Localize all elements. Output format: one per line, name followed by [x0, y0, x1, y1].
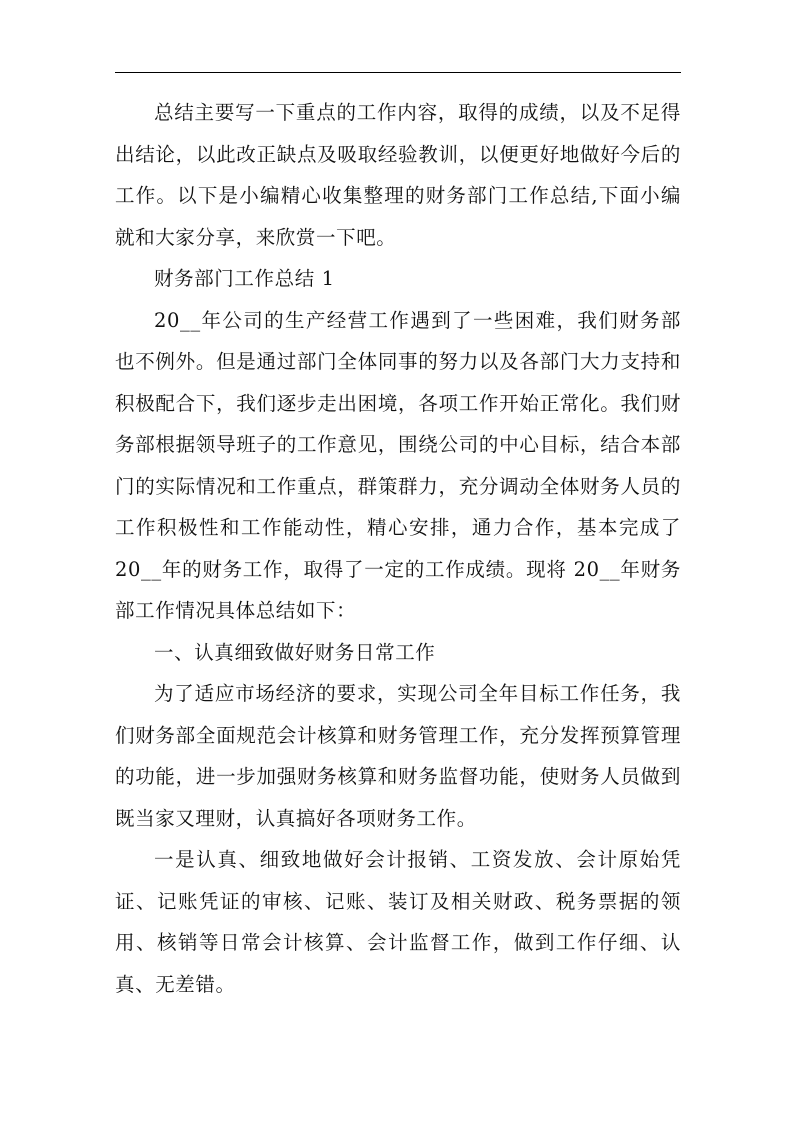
- body-paragraph: 20__年公司的生产经营工作遇到了一些困难，我们财务部也不例外。但是通过部门全体同事的努力以及各部门大力支持和积极配合下，我们逐步走出困境，各项工作开始正常化。我们财务部根据领导班子的工作意见，围绕公司的中心目标，结合本部门的实际情况和工作重点，群策群力，充分调动全体财务人员的工作积极性和工作能动性，精心安排，通力合作，基本完成了 20__年的财务工作，取得了一定的工作成绩。现将 20__年财务部工作情况具体总结如下：: [115, 308, 681, 622]
- section-heading: 一、认真细致做好财务日常工作: [154, 640, 436, 664]
- body-paragraph: 为了适应市场经济的要求，实现公司全年目标工作任务，我们财务部全面规范会计核算和财务管理工作，充分发挥预算管理的功能，进一步加强财务核算和财务监督功能，使财务人员做到既当家又理财，认真搞好各项财务工作。: [115, 682, 681, 830]
- section-title: 财务部门工作总结 1: [154, 267, 335, 290]
- body-paragraph: 一是认真、细致地做好会计报销、工资发放、会计原始凭证、记账凭证的审核、记账、装订及相关财政、税务票据的领用、核销等日常会计核算、会计监督工作，做到工作仔细、认真、无差错。: [115, 848, 681, 996]
- document-body: [115, 92, 681, 1005]
- intro-paragraph: 总结主要写一下重点的工作内容，取得的成绩，以及不足得出结论，以此改正缺点及吸取经验教训，以便更好地做好今后的工作。以下是小编精心收集整理的财务部门工作总结,下面小编就和大家分享，来欣赏一下吧。: [115, 101, 681, 249]
- header-rule: [115, 72, 681, 73]
